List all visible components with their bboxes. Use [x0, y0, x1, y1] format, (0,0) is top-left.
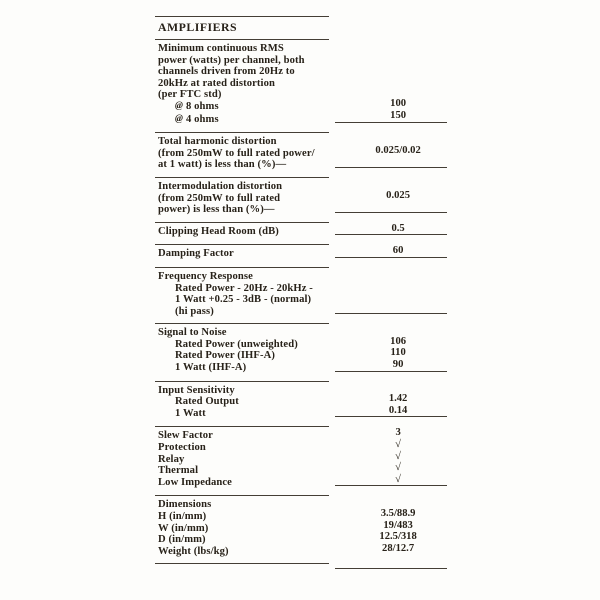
spec-value: 100: [390, 97, 407, 109]
spec-label: power (watts) per channel, both: [158, 54, 305, 66]
spec-value-spacer: [349, 382, 447, 394]
spec-label: Rated Power - 20Hz - 20kHz -: [175, 282, 313, 294]
spec-value-spacer: [349, 63, 447, 75]
spec-section-labels: [155, 16, 329, 39]
spec-section-labels: [155, 426, 329, 495]
spec-section: [155, 323, 447, 380]
spec-value: 0.025/0.02: [375, 144, 421, 156]
spec-label: Rated Power (IHF-A): [175, 350, 275, 362]
spec-value: √: [395, 450, 401, 462]
spec-section-values: [335, 320, 447, 371]
spec-section: [155, 495, 447, 564]
spec-label: Slew Factor: [158, 430, 213, 442]
spec-section-values: [335, 219, 447, 236]
spec-section-labels: [155, 495, 329, 564]
amplifier-spec-table: [155, 16, 447, 564]
spec-section-values: [335, 492, 447, 569]
spec-value-spacer: [349, 86, 447, 98]
spec-section-labels: [155, 222, 329, 245]
spec-value: 0.14: [388, 404, 408, 416]
spec-value: 90: [392, 359, 404, 371]
spec-section: [155, 267, 447, 323]
spec-section-values: [335, 241, 447, 258]
spec-value: 60: [392, 245, 404, 257]
spec-label: Low Impedance: [158, 476, 232, 488]
spec-value-spacer: [349, 40, 447, 52]
spec-value-spacer: [349, 75, 447, 87]
spec-section: [155, 177, 447, 222]
spec-label: @ 4 ohms: [175, 113, 219, 125]
spec-label: Weight (lbs/kg): [158, 545, 229, 557]
spec-label: 1 Watt: [175, 407, 206, 419]
spec-section-values: [335, 264, 447, 314]
spec-value-spacer: [349, 324, 447, 336]
spec-value: 12.5/318: [379, 531, 417, 543]
spec-label: (from 250mW to full rated power/: [158, 147, 315, 159]
spec-value: √: [395, 473, 401, 485]
spec-section-values: [335, 174, 447, 213]
spec-section-labels: [155, 323, 329, 380]
spec-label: 1 Watt +0.25 - 3dB - (normal): [175, 294, 312, 306]
spec-label: @ 8 ohms: [175, 100, 219, 112]
spec-label: 1 Watt (IHF-A): [175, 362, 247, 374]
spec-label: Minimum continuous RMS: [158, 43, 284, 54]
spec-label: Intermodulation distortion: [158, 180, 283, 192]
spec-value: √: [395, 462, 401, 474]
spec-value: 1.42: [388, 393, 408, 405]
spec-label: Signal to Noise: [158, 327, 227, 339]
spec-label: Frequency Response: [158, 270, 253, 282]
spec-section-labels: [155, 39, 329, 132]
spec-value: 19/483: [383, 519, 413, 531]
table-title: AMPLIFIERS: [158, 20, 238, 34]
spec-value: 0.025: [386, 189, 411, 201]
spec-value: 28/12.7: [382, 542, 415, 554]
spec-value-spacer: [349, 178, 447, 190]
spec-label: Clipping Head Room (dB): [158, 225, 279, 237]
spec-value: 3.5/88.9: [380, 508, 416, 519]
spec-label: Protection: [158, 442, 206, 454]
spec-section-values: [335, 13, 447, 30]
spec-label: (from 250mW to full rated: [158, 192, 281, 204]
spec-label: 20kHz at rated distortion: [158, 77, 275, 89]
spec-label: at 1 watt) is less than (%)—: [158, 159, 287, 171]
spec-label: Total harmonic distortion: [158, 136, 277, 148]
spec-label: (per FTC std): [158, 89, 222, 101]
spec-value: √: [395, 439, 401, 451]
spec-label: Input Sensitivity: [158, 384, 235, 396]
spec-value: 0.5: [391, 222, 405, 234]
spec-value: 110: [390, 347, 406, 359]
spec-section: [155, 426, 447, 495]
at-symbol: @: [175, 113, 184, 124]
spec-section: [155, 132, 447, 177]
spec-value-spacer: [349, 133, 447, 145]
spec-label: Rated Power (unweighted): [175, 338, 298, 350]
spec-label: Dimensions: [158, 499, 212, 511]
spec-label: channels driven from 20Hz to: [158, 66, 295, 78]
spec-section-values: [335, 378, 447, 418]
spec-section: [155, 381, 447, 427]
spec-label: Rated Output: [175, 396, 239, 408]
spec-section-values: [335, 423, 447, 486]
spec-label: Thermal: [158, 465, 199, 477]
spec-section-labels: [155, 132, 329, 177]
spec-label: H (in/mm): [158, 511, 207, 522]
spec-section-values: [335, 129, 447, 168]
spec-label: D (in/mm): [158, 534, 206, 546]
at-symbol: @: [175, 100, 184, 111]
spec-label: Relay: [158, 453, 185, 465]
spec-value-spacer: [349, 52, 447, 64]
spec-value: 3: [395, 427, 401, 439]
spec-label: Damping Factor: [158, 248, 234, 260]
spec-section-labels: [155, 177, 329, 222]
spec-label: W (in/mm): [158, 522, 209, 534]
spec-section-labels: [155, 244, 329, 267]
spec-label: power) is less than (%)—: [158, 204, 275, 216]
spec-value: 106: [390, 335, 407, 347]
spec-value-spacer: [349, 496, 447, 508]
spec-section-labels: [155, 381, 329, 427]
spec-section: [155, 39, 447, 132]
spec-section-values: [335, 36, 447, 123]
spec-value: 150: [390, 109, 407, 121]
spec-label: (hi pass): [175, 305, 214, 317]
spec-section-labels: [155, 267, 329, 323]
